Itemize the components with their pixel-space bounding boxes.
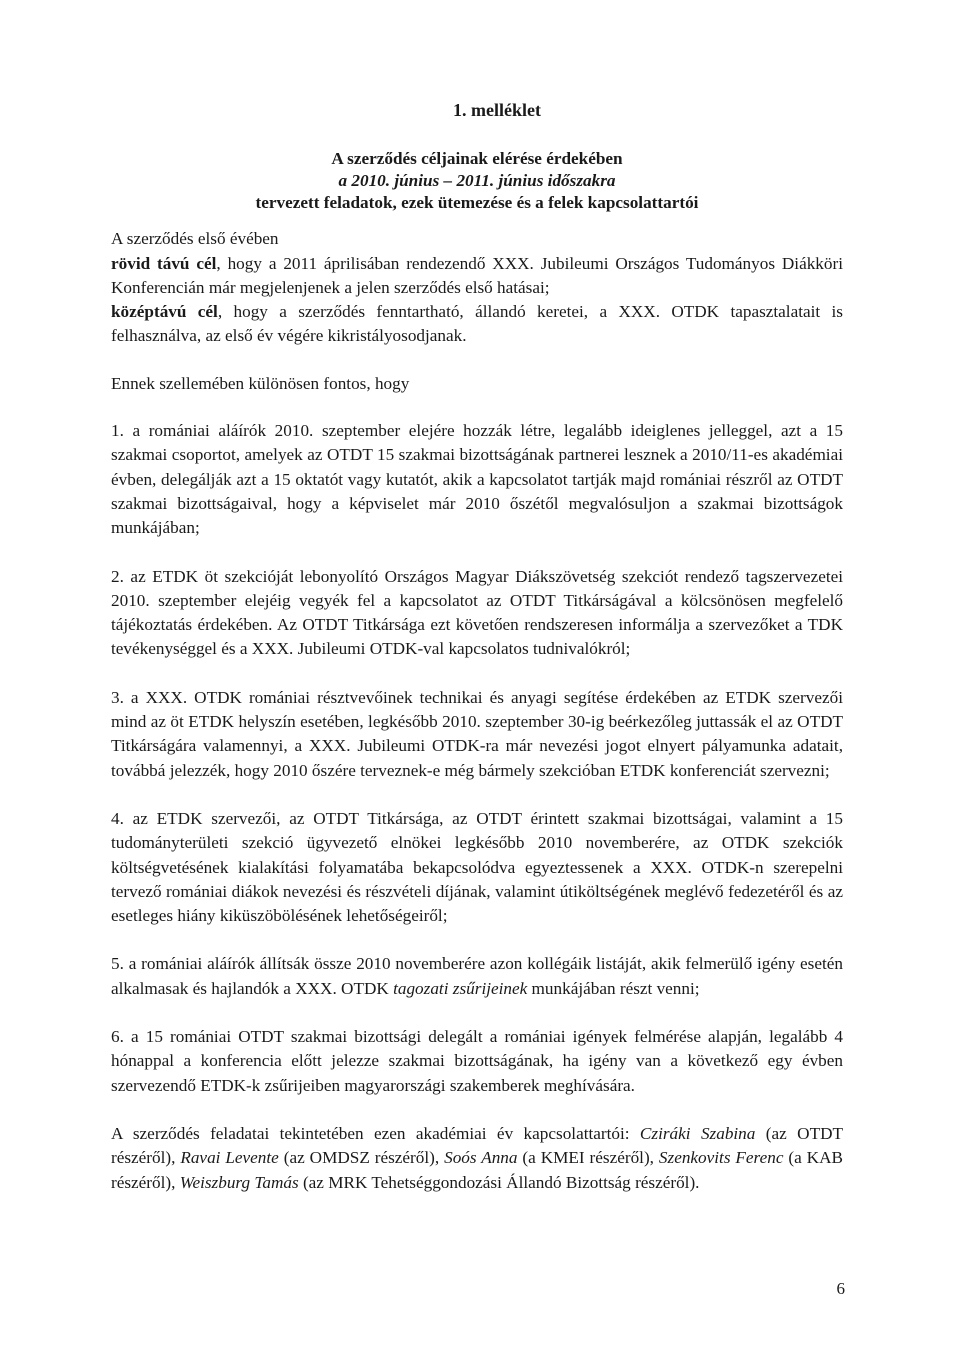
list-item-2: 2. az ETDK öt szekcióját lebonyolító Országos Magyar Diákszövetség szekciót rendező tagszervezetei 2010. szeptember elejéig vegyék fel a kapcsolatot az OTDT Titkárságával a kölcsönösen megfelelő tájékoztatás érdekében. Az OTDT Titkársága ezt követően rendszeresen informálja a szervezőket a TDK tevékenységgel és a XXX. Jubileumi OTDK-val kapcsolatos tudnivalókról; xyxy=(111,566,843,659)
contacts-lead: A szerződés feladatai tekintetében ezen akadémiai év kapcsolattartói: xyxy=(111,1123,640,1143)
intro-mid-term xyxy=(111,300,843,349)
heading-line-2: a 2010. június – 2011. június időszakra xyxy=(338,171,616,191)
contact-org-2: (az OMDSZ részéről), xyxy=(278,1148,445,1168)
contact-name-2: Ravai Levente xyxy=(180,1148,279,1168)
list-item-4: 4. az ETDK szervezői, az OTDT Titkársága, az OTDT érintett szakmai bizottságai, valamint a 15 tudományterületi szekció ügyvezető elnökei legkésőbb 2010 novemberére, az OTDK szekciók költségvetésének kialakítási folyamatába bekapcsolódva egyeztessenek a XXX. OTDK-n szerepelni tervező romániai diákok nevezési és részvételi díjának, valamint útiköltségének meglévő fedezetéről és az esetleges hiány kiküszöbölésének lehetőségeiről; xyxy=(111,808,843,926)
annex-title: 1. melléklet xyxy=(453,100,541,120)
list-item-1: 1. a romániai aláírók 2010. szeptember elejére hozzák létre, legalább ideiglenes jelleggel, azt a 15 szakmai csoportot, amelyek az OTDT 15 szakmai bizottságának partnerei lesznek a 2010/11-es akadémiai évben, delegálják azt a 15 oktatót vagy kutatót, akik a kapcsolatot tartják majd romániai részről az OTDT szakmai bizottságaival, hogy a képviselet már 2010 őszétől megvalósuljon a szakmai bizottságok munkájában; xyxy=(111,421,843,538)
contact-name-1: Cziráki Szabina xyxy=(639,1123,756,1143)
item5-italic: tagozati zsűrijeinek xyxy=(393,978,528,998)
document-page xyxy=(111,98,843,1195)
contact-name-4: Szenkovits Ferenc xyxy=(658,1148,784,1168)
item5-text-start: 5. a romániai aláírók állítsák össze 2010 novemberére azon kollégáik listáját, akik felmerülő igény esetén alkalmasak és hajlandók a XXX. OTDK xyxy=(111,954,843,998)
mid-term-label: középtávú cél xyxy=(111,302,218,322)
list-item-6: 6. a 15 romániai OTDT szakmai bizottsági delegált a romániai igények felmérése alapján, legalább 4 hónappal a konferencia előtt jelezze szakmai bizottságának, ha igény van a következő egy évben szervezendő ETDK-k zsűrijeiben magyarországi szakemberek meghívására. xyxy=(111,1027,843,1095)
list-item-5 xyxy=(111,952,843,1001)
short-term-text: , hogy a 2011 áprilisában rendezendő XXX. Jubileumi Országos Tudományos Diákköri Konferencián már megjelenjenek a jelen szerződés első hatásai; xyxy=(111,253,843,297)
intro-short-term xyxy=(111,252,843,301)
item5-text-end: munkájában részt venni; xyxy=(527,978,700,998)
emphasis-line: Ennek szellemében különösen fontos, hogy xyxy=(111,373,410,393)
intro-first-year: A szerződés első évében xyxy=(111,229,279,249)
document-heading xyxy=(111,148,843,214)
heading-line-3: tervezett feladatok, ezek ütemezése és a felek kapcsolattartói xyxy=(255,193,699,213)
list-item-3: 3. a XXX. OTDK romániai résztvevőinek technikai és anyagi segítése érdekében az ETDK szervezői mind az öt ETDK helyszín esetében, legkésőbb 2010. szeptember 30-ig beérkezőleg juttassák el az OTDT Titkárságára valamennyi, a XXX. Jubileumi OTDK-ra már nevezési jogot elnyert pályamunka adatait, továbbá jelezzék, hogy 2010 őszére terveznek-e még bármely szekcióban ETDK konferenciát szervezni; xyxy=(111,687,843,780)
mid-term-text: , hogy a szerződés fenntartható, állandó keretei, a XXX. OTDK tapasztalatait is felhasználva, az első év végére kikristályosodjanak. xyxy=(111,302,843,346)
contact-name-5: Weiszburg Tamás xyxy=(179,1172,299,1192)
short-term-label: rövid távú cél xyxy=(111,253,217,273)
contacts-paragraph xyxy=(111,1122,843,1195)
contact-org-5: (az MRK Tehetséggondozási Állandó Bizottság részéről). xyxy=(298,1172,700,1192)
contact-org-3: (a KMEI részéről), xyxy=(517,1148,659,1168)
contact-name-3: Soós Anna xyxy=(444,1148,518,1168)
contact-org-4: (a KAB részéről), xyxy=(111,1148,843,1192)
heading-line-1: A szerződés céljainak elérése érdekében xyxy=(331,149,623,169)
page-number: 6 xyxy=(836,1279,845,1298)
contact-org-1: (az OTDT részéről), xyxy=(111,1123,843,1168)
